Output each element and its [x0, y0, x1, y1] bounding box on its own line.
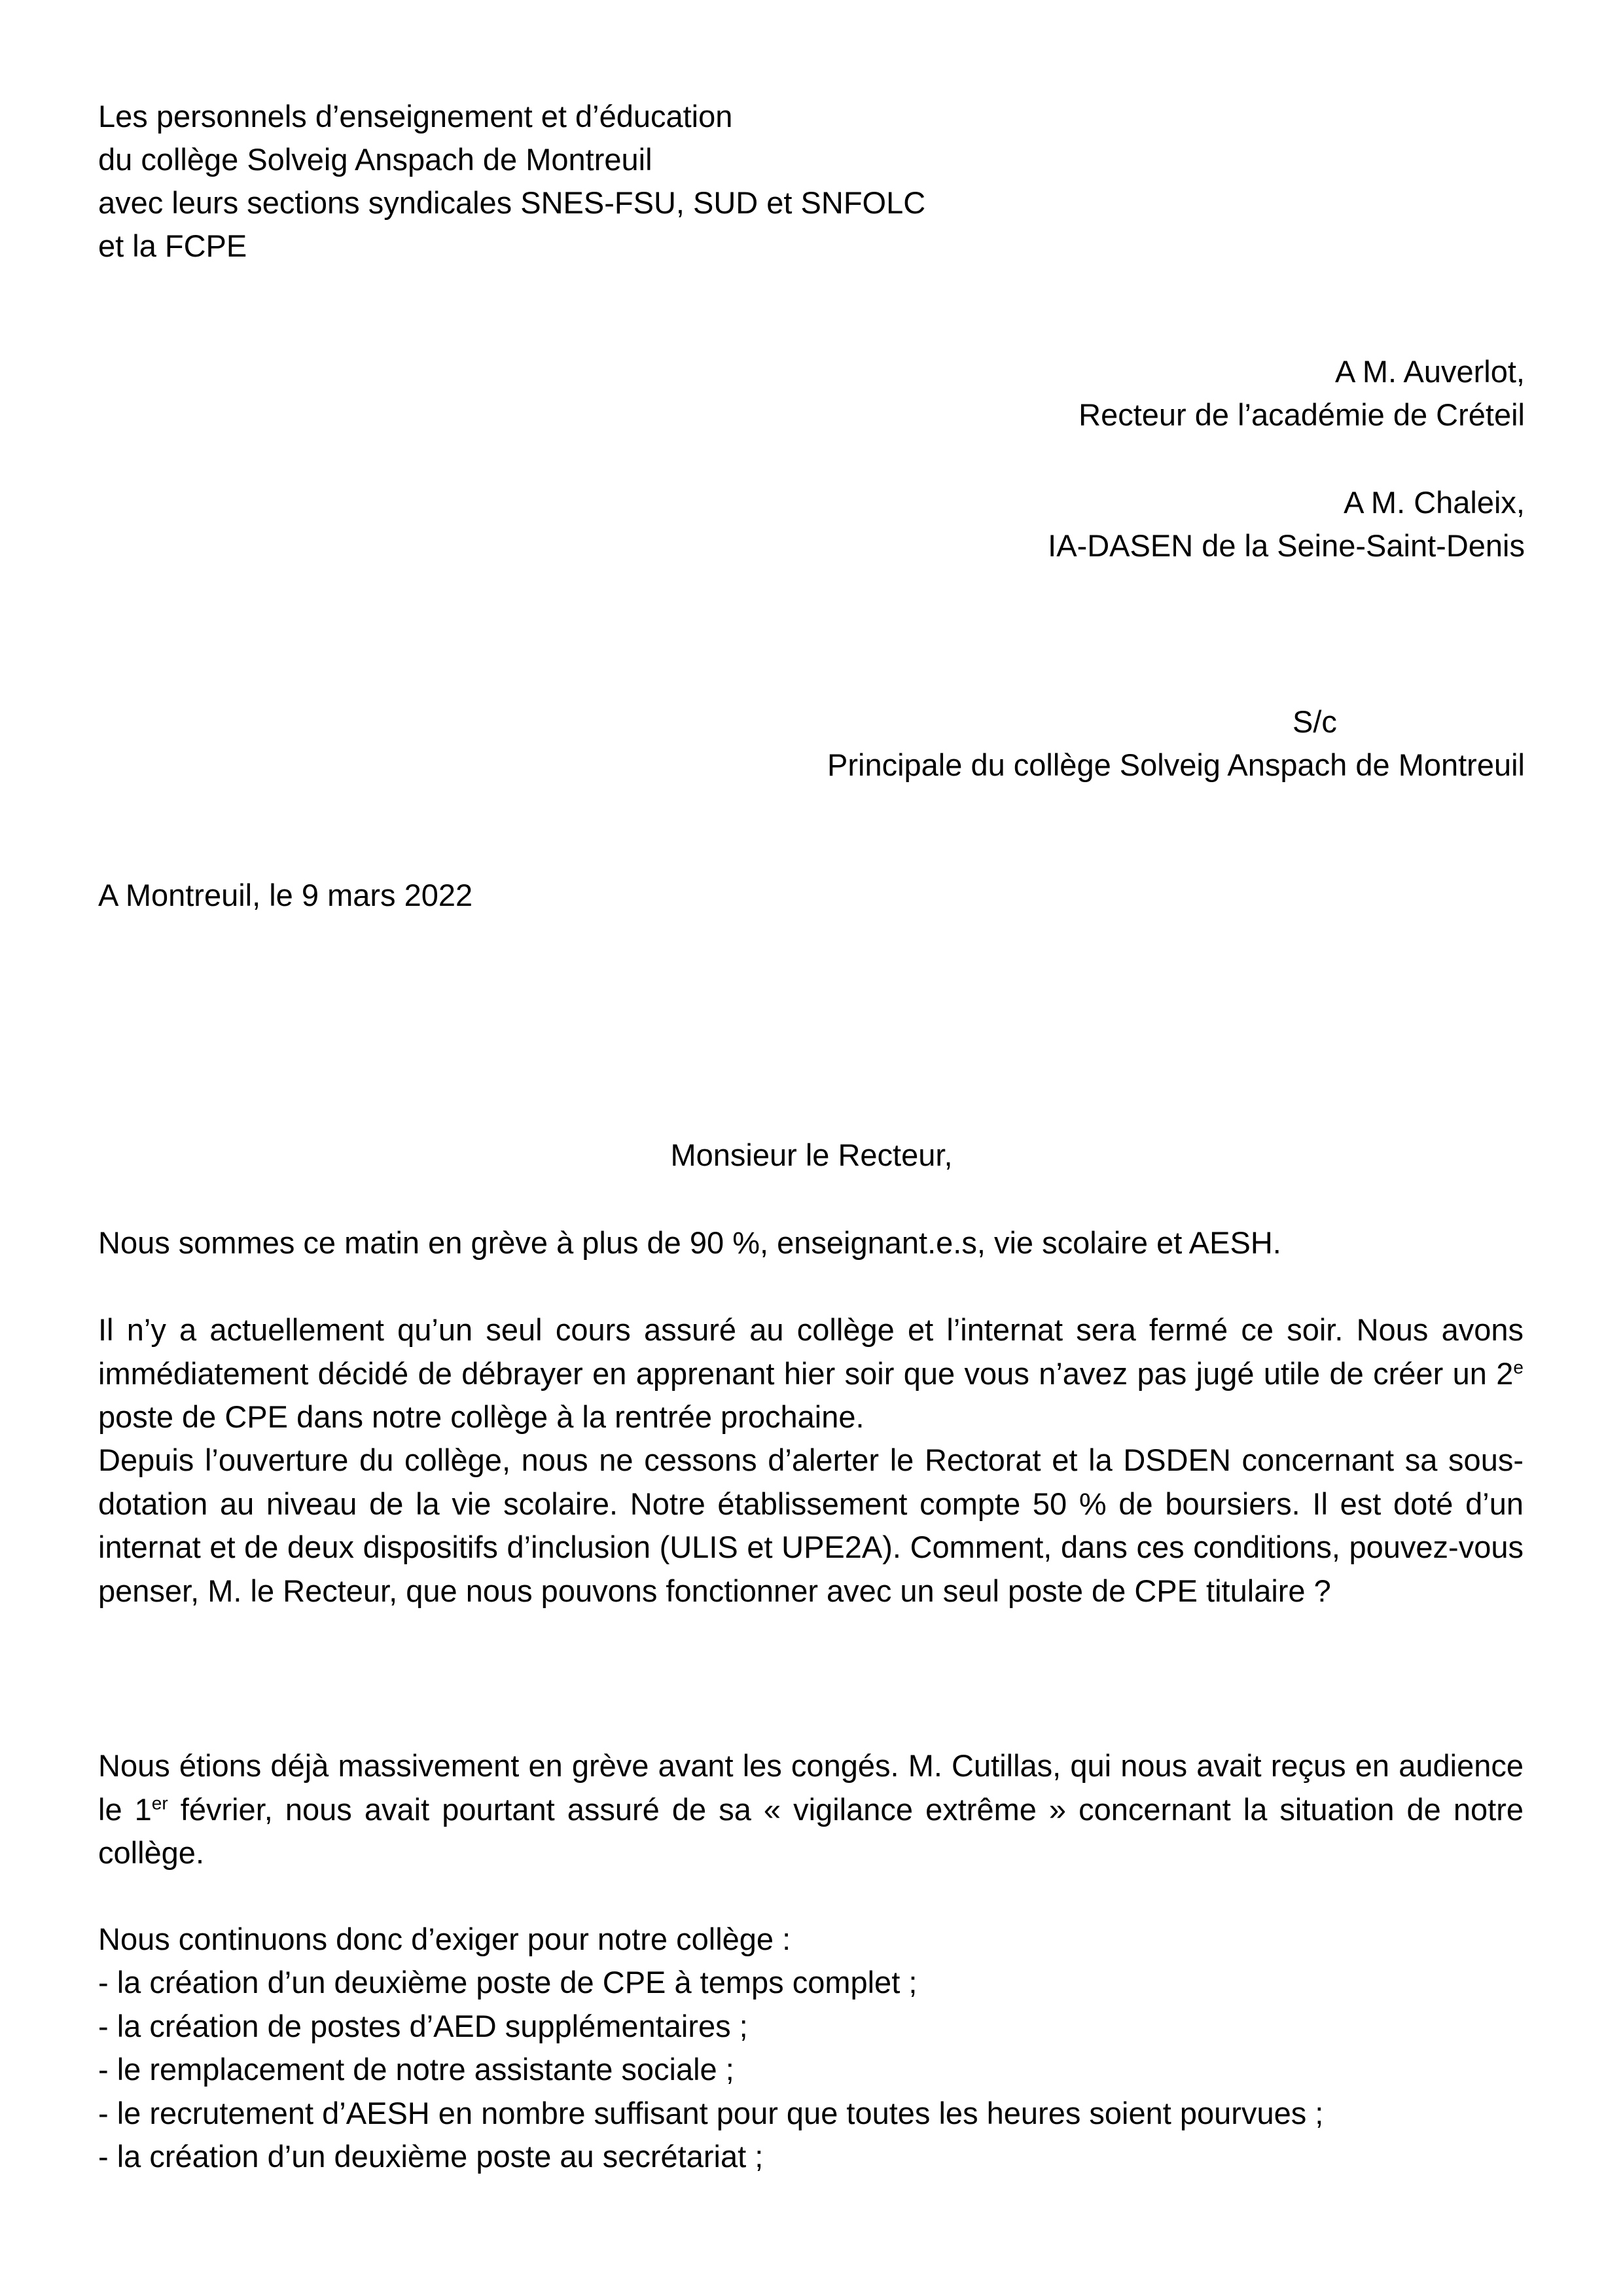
- list-item: - la création d’un deuxième poste au secrétariat ;: [98, 2139, 764, 2174]
- recipient-name: A M. Chaleix,: [1344, 485, 1525, 520]
- ordinal-superscript: e: [1513, 1356, 1524, 1377]
- recipient-title: Recteur de l’académie de Créteil: [1079, 397, 1525, 432]
- body-paragraph-4: [98, 1744, 1524, 1875]
- demands-intro: Nous continuons donc d’exiger pour notre collège :: [98, 1922, 791, 1956]
- recipient-name: A M. Auverlot,: [1335, 354, 1525, 389]
- list-item: - la création d’un deuxième poste de CPE à temps complet ;: [98, 1965, 918, 2000]
- list-item: - la création de postes d’AED supplémentaires ;: [98, 2008, 748, 2043]
- paragraph-text: Il n’y a actuellement qu’un seul cours assuré au collège et l’internat sera fermé ce soir. Nous avons immédiatement décidé de débrayer en apprenant hier soir que vous n’avez pas jugé utile de créer un 2: [98, 1312, 1524, 1391]
- list-item: - le recrutement d’AESH en nombre suffisant pour que toutes les heures soient pourvues ;: [98, 2095, 1324, 2130]
- salutation: Monsieur le Recteur,: [670, 1138, 953, 1172]
- list-item: - le remplacement de notre assistante sociale ;: [98, 2052, 734, 2087]
- paragraph-text: février, nous avait pourtant assuré de sa « vigilance extrême » concernant la situation de notre collège.: [98, 1791, 1524, 1870]
- via-label: S/c: [1293, 704, 1337, 739]
- paragraph-text: poste de CPE dans notre collège à la rentrée prochaine.: [98, 1399, 865, 1434]
- sender-line: Les personnels d’enseignement et d’éducation: [98, 99, 733, 134]
- body-paragraph-1: Nous sommes ce matin en grève à plus de 90 %, enseignant.e.s, vie scolaire et AESH.: [98, 1225, 1281, 1260]
- via-recipient: Principale du collège Solveig Anspach de Montreuil: [827, 747, 1525, 782]
- place-date: A Montreuil, le 9 mars 2022: [98, 878, 473, 912]
- sender-line: du collège Solveig Anspach de Montreuil: [98, 142, 652, 177]
- recipient-title: IA-DASEN de la Seine-Saint-Denis: [1048, 528, 1525, 563]
- ordinal-superscript: er: [151, 1792, 168, 1813]
- body-paragraph-2: [98, 1308, 1524, 1439]
- paragraph-text: Nous étions déjà massivement en grève avant les congés. M. Cutillas, qui nous avait reçus en audience le 1: [98, 1748, 1524, 1827]
- sender-line: et la FCPE: [98, 228, 247, 263]
- sender-line: avec leurs sections syndicales SNES-FSU, SUD et SNFOLC: [98, 185, 926, 220]
- body-paragraph-3: Depuis l’ouverture du collège, nous ne cessons d’alerter le Rectorat et la DSDEN concernant sa sous-dotation au niveau de la vie scolaire. Notre établissement compte 50 % de boursiers. Il est doté d’un internat et de deux dispositifs d’inclusion (ULIS et UPE2A). Comment, dans ces conditions, pouvez-vous penser, M. le Recteur, que nous pouvons fonctionner avec un seul poste de CPE titulaire ?: [98, 1443, 1524, 1608]
- demands-list: [98, 1961, 1524, 2179]
